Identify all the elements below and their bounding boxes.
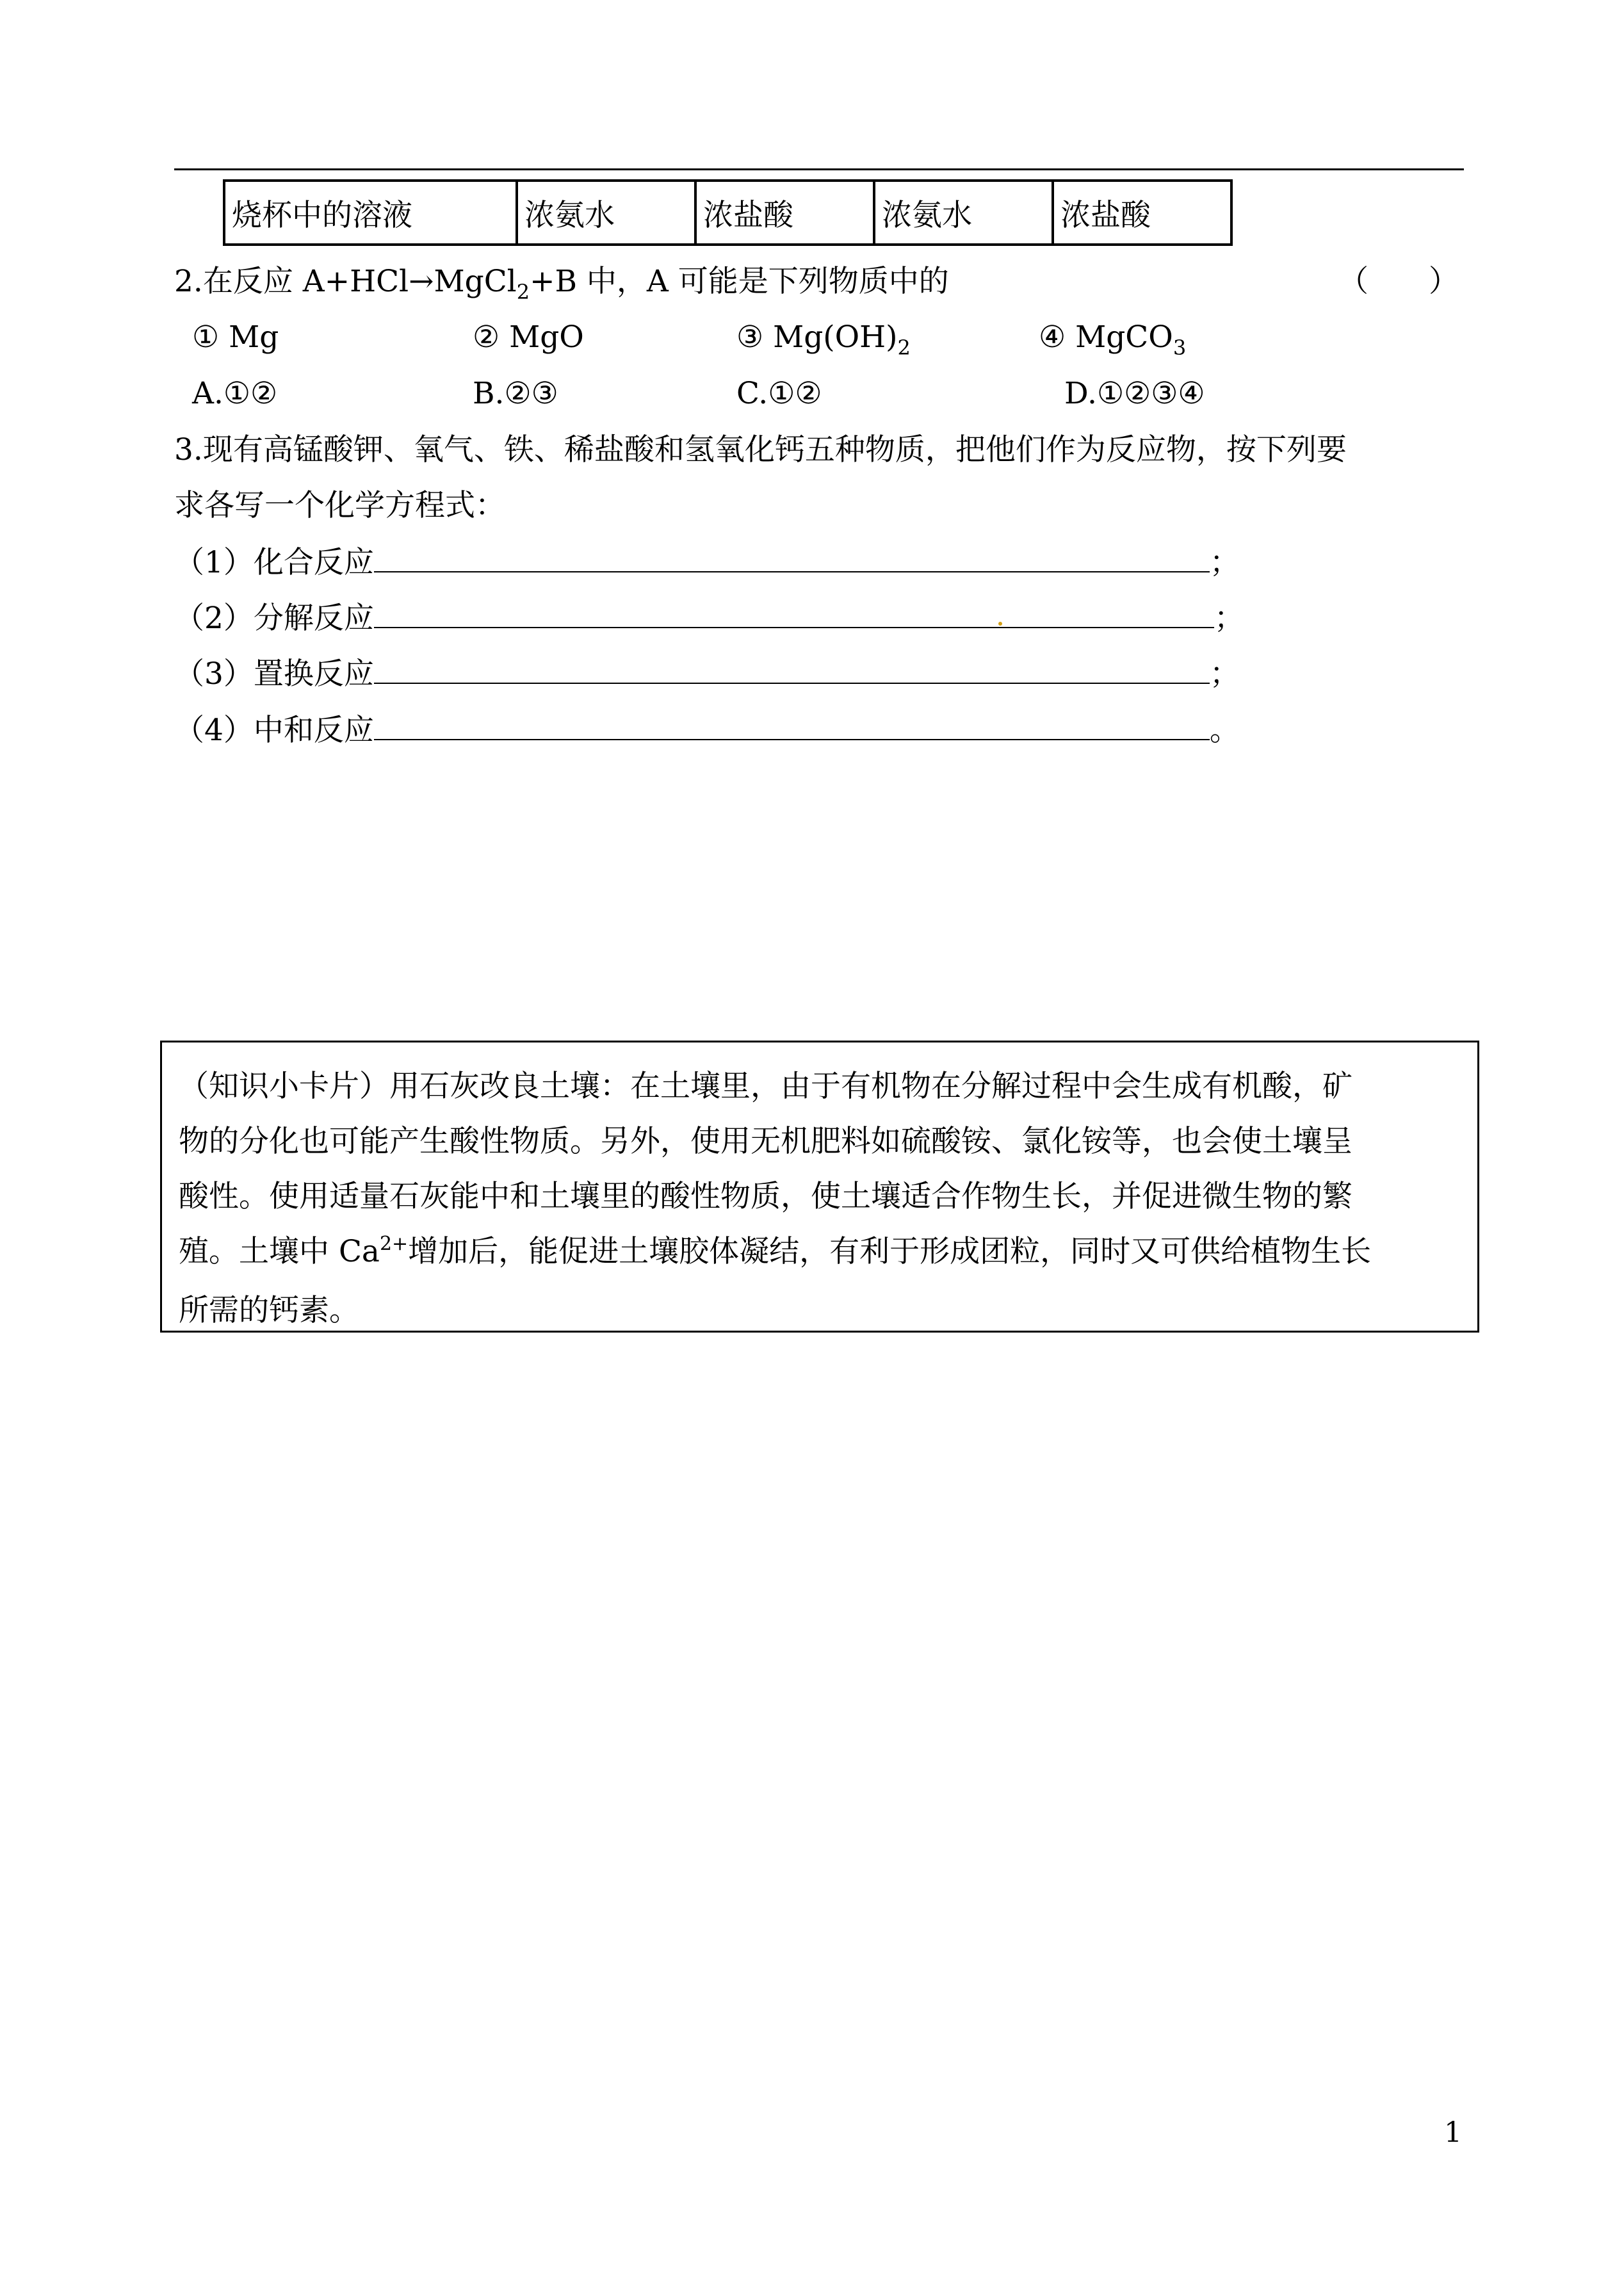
stray-dot	[998, 622, 1002, 626]
card-line: 殖。土壤中 $Ca^{2+}$增加后，能促进土壤胶体凝结，有利于形成团粒，同时又可供给植物生长	[179, 1233, 1372, 1269]
card-line: 物的分化也可能产生酸性物质。另外，使用无机肥料如硫酸铵、氯化铵等，也会使土壤呈	[179, 1124, 1352, 1159]
answer-blank[interactable]	[374, 543, 1210, 572]
card-line: 所需的钙素。	[179, 1293, 359, 1328]
reaction-arrow: →	[409, 264, 434, 299]
knowledge-card	[160, 1041, 1479, 1333]
table-cell: 烧杯中的溶液	[224, 181, 517, 245]
table-cell: 浓氨水	[517, 181, 695, 245]
table-cell: 浓盐酸	[695, 181, 874, 245]
question-3-stem: 3.现有高锰酸钾、氧气、铁、稀盐酸和氢氧化钙五种物质，把他们作为反应物，按下列要	[174, 432, 1347, 467]
page-number: 1	[1444, 2116, 1462, 2149]
table-cell: 浓氨水	[874, 181, 1053, 245]
answer-line-4: （4）中和反应 。	[174, 711, 1240, 750]
answer-blank[interactable]	[374, 654, 1210, 684]
card-line: （知识小卡片）用石灰改良土壤：在土壤里，由于有机物在分解过程中会生成有机酸，矿	[179, 1069, 1352, 1104]
question-number: 2.	[174, 264, 203, 299]
option-3: ③ $Mg(OH)_2$	[736, 320, 911, 360]
table-row	[224, 181, 1231, 245]
beaker-solution-table	[223, 179, 1233, 246]
choice-a: A.①②	[192, 376, 278, 411]
choice-b: B.②③	[473, 376, 558, 411]
answer-blank[interactable]	[374, 599, 1214, 628]
answer-bracket: （ ）	[1338, 264, 1459, 299]
question-3-stem-cont: 求各写一个化学方程式：	[174, 488, 505, 523]
answer-line-3: （3）置换反应 ；	[174, 654, 1240, 693]
card-line: 酸性。使用适量石灰能中和土壤里的酸性物质，使土壤适合作物生长，并促进微生物的繁	[179, 1179, 1352, 1214]
answer-line-2: （2）分解反应 ；	[174, 599, 1244, 638]
option-2: ② MgO	[473, 320, 584, 355]
option-4: ④ MgCO$_3$	[1039, 320, 1187, 360]
answer-blank[interactable]	[374, 711, 1210, 740]
choice-c: C.①②	[736, 376, 822, 411]
choice-d: D.①②③④	[1064, 376, 1205, 411]
option-1: ① Mg	[192, 320, 279, 355]
answer-line-1: （1）化合反应 ；	[174, 543, 1240, 582]
question-number: 3.	[174, 432, 203, 467]
table-cell: 浓盐酸	[1053, 181, 1231, 245]
header-rule	[174, 168, 1464, 170]
question-2-stem: 2.在反应 A+HCl→MgCl$_2$+B 中，A 可能是下列物质中的	[174, 264, 949, 304]
